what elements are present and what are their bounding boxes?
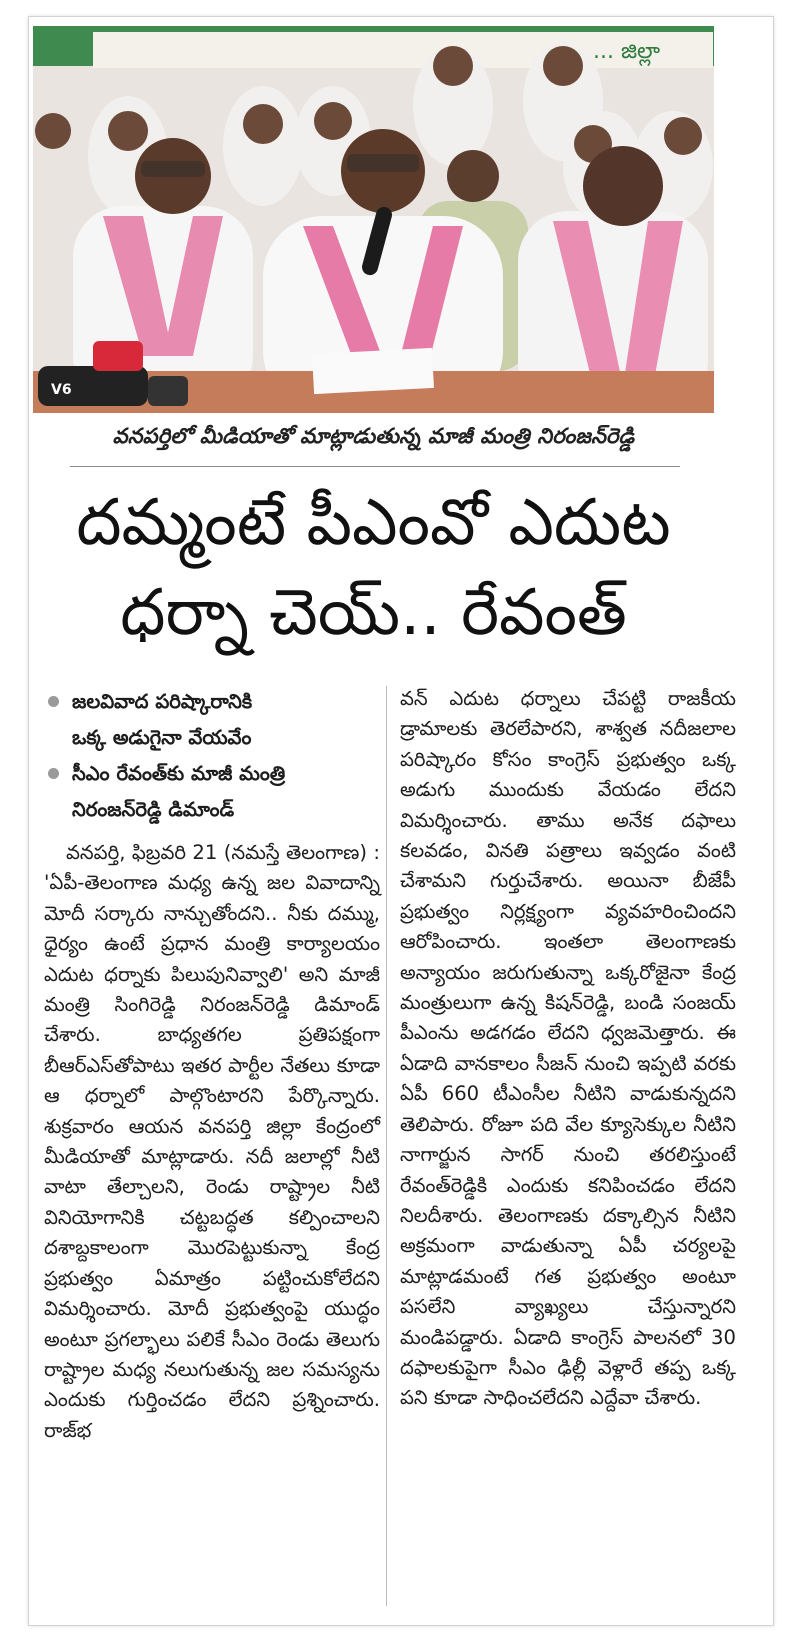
highlight-line: ఒక్క అడుగైనా వేయవేం bbox=[72, 726, 252, 749]
photo-caption: వనపర్తిలో మీడియాతో మాట్లాడుతున్న మాజీ మంత్రి నిరంజన్‌రెడ్డి bbox=[112, 424, 635, 448]
article-column-left bbox=[44, 684, 380, 1446]
headline-line-2: ధర్నా చెయ్.. రేవంత్ bbox=[120, 576, 627, 650]
headline-line-1: దమ్మంటే పీఎంవో ఎదుట bbox=[76, 486, 671, 560]
press-meet-photo bbox=[33, 26, 714, 413]
highlights-list bbox=[44, 684, 380, 828]
highlight-line: సీఎం రేవంత్‌కు మాజీ మంత్రి bbox=[72, 762, 286, 785]
mic-label: V6 bbox=[51, 382, 72, 398]
highlight-item bbox=[44, 684, 380, 756]
highlight-item bbox=[44, 756, 380, 828]
article-body-left: వనపర్తి, ఫిబ్రవరి 21 (నమస్తే తెలంగాణ) : 'ఏపీ-తెలంగాణ మధ్య ఉన్న జల వివాదాన్ని మోదీ సర్కారు నాన్చుతోందని.. నీకు దమ్ము, ధైర్యం ఉంటే ప్రధాన మంత్రి కార్యాలయం ఎదుట ధర్నాకు పిలుపునివ్వాలి' అని మాజీ మంత్రి సింగిరెడ్డి నిరంజన్‌రెడ్డి డిమాండ్ చేశారు. బాధ్యతగల ప్రతిపక్షంగా బీఆర్‌ఎస్‌తోపాటు ఇతర పార్టీల నేతలు కూడా ఆ ధర్నాలో పాల్గొంటారని పేర్కొన్నారు. శుక్రవారం ఆయన వనపర్తి జిల్లా కేంద్రంలో మీడియాతో మాట్లాడారు. నదీ జలాల్లో నీటి వాటా తేల్చాలని, రెండు రాష్ట్రాల నీటి వినియోగానికి చట్టబద్ధత కల్పించాలని దశాబ్దకాలంగా మొరపెట్టుకున్నా కేంద్ర ప్రభుత్వం ఏమాత్రం పట్టించుకోలేదని విమర్శించారు. మోదీ ప్రభుత్వంపై యుద్ధం అంటూ ప్రగల్భాలు పలికే సీఎం రెండు తెలుగు రాష్ట్రాల మధ్య నలుగుతున్న జల సమస్యను ఎందుకు గుర్తించడం లేదని ప్రశ్నించారు. రాజ్‌భ bbox=[44, 841, 380, 1442]
highlight-line: నిరంజన్‌రెడ్డి డిమాండ్ bbox=[72, 798, 235, 821]
banner-text: ... జిల్లా bbox=[593, 39, 661, 64]
article-column-right bbox=[400, 684, 736, 1414]
highlight-line: జలవివాద పరిష్కారానికి bbox=[72, 690, 253, 713]
caption-divider bbox=[70, 466, 680, 467]
bullet-icon bbox=[48, 768, 59, 779]
article-body-right: వన్ ఎదుట ధర్నాలు చేపట్టి రాజకీయ డ్రామాలకు తెరలేపారని, శాశ్వత నదీజలాల పరిష్కారం కోసం కాంగ్రెస్ ప్రభుత్వం ఒక్క అడుగు ముందుకు వేయడం లేదని విమర్శించారు. తాము అనేక దఫాలు కలవడం, వినతి పత్రాలు ఇవ్వడం వంటి చేశామని గుర్తుచేశారు. అయినా బీజేపీ ప్రభుత్వం నిర్లక్ష్యంగా వ్యవహరించిందని ఆరోపించారు. ఇంతలా తెలంగాణకు అన్యాయం జరుగుతున్నా ఒక్కరోజైనా కేంద్ర మంత్రులుగా ఉన్న కిషన్‌రెడ్డి, బండి సంజయ్ పీఎంను అడగడం లేదని ధ్వజమెత్తారు. ఈ ఏడాది వానకాలం సీజన్ నుంచి ఇప్పటి వరకు ఏపీ 660 టీఎంసీల నీటిని వాడుకున్నదని తెలిపారు. రోజూ పది వేల క్యూసెక్కుల నీటిని నాగార్జున సాగర్ నుంచి తరలిస్తుంటే రేవంత్‌రెడ్డికి ఎందుకు కనిపించడం లేదని నిలదీశారు. తెలంగాణకు దక్కాల్సిన నీటిని అక్రమంగా వాడుతున్నా ఏపీ చర్యలపై మాట్లాడమంటే గత ప్రభుత్వం అంటూ పసలేని వ్యాఖ్యలు చేస్తున్నారని మండిపడ్డారు. ఏడాది కాంగ్రెస్ పాలనలో 30 దఫాలకుపైగా సీఎం ఢిల్లీ వెళ్లారే తప్ప ఒక్క పని కూడా సాధించలేదని ఎద్దేవా చేశారు. bbox=[400, 687, 736, 1410]
bullet-icon bbox=[48, 696, 59, 707]
column-divider bbox=[386, 686, 387, 1606]
headline bbox=[33, 478, 714, 658]
photo-illustration bbox=[33, 26, 714, 413]
